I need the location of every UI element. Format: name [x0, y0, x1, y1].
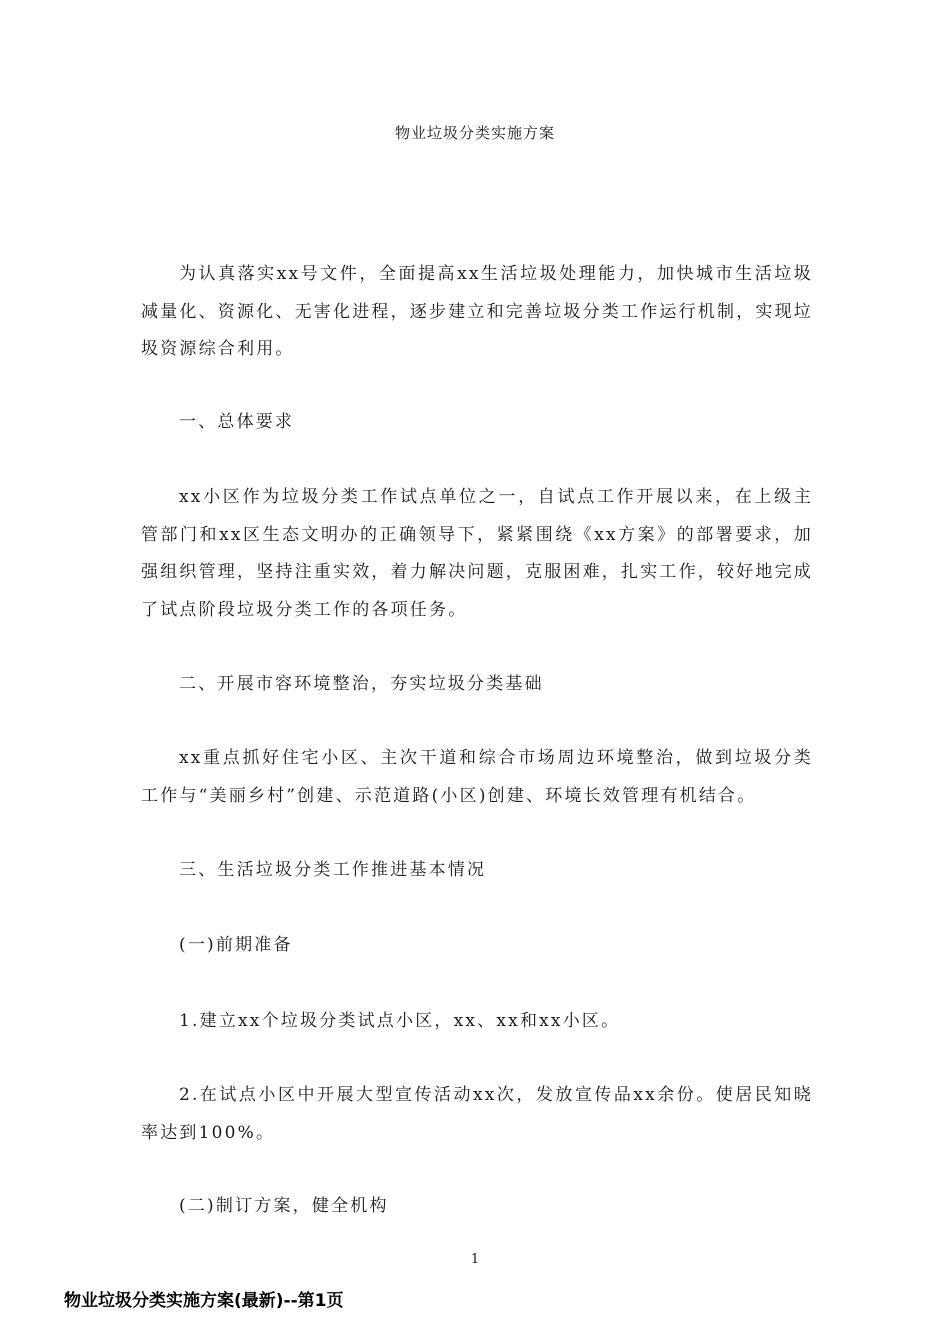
- document-title: 物业垃圾分类实施方案: [394, 124, 555, 142]
- section-2-heading: 二、开展市容环境整治，夯实垃圾分类基础: [179, 674, 544, 694]
- list-item-1: 1.建立xx个垃圾分类试点小区，xx、xx和xx小区。: [179, 1011, 621, 1031]
- intro-paragraph: 为认真落实xx号文件，全面提高xx生活垃圾处理能力，加快城市生活垃圾减量化、资源化、无害化进程，逐步建立和完善垃圾分类工作运行机制，实现垃圾资源综合利用。: [141, 264, 813, 359]
- list-item-2: 2.在试点小区中开展大型宣传活动xx次，发放宣传品xx余份。使居民知晓率达到100%。: [141, 1085, 813, 1143]
- section-2-paragraph: xx重点抓好住宅小区、主次干道和综合市场周边环境整治，做到垃圾分类工作与“美丽乡村”创建、示范道路(小区)创建、环境长效管理有机结合。: [141, 748, 813, 806]
- section-3-heading: 三、生活垃圾分类工作推进基本情况: [179, 860, 487, 880]
- subsection-1-heading: (一)前期准备: [179, 935, 293, 955]
- page-number: 1: [470, 1252, 480, 1267]
- subsection-2-heading: (二)制订方案，健全机构: [179, 1196, 389, 1216]
- section-1-paragraph: xx小区作为垃圾分类工作试点单位之一，自试点工作开展以来，在上级主管部门和xx区生态文明办的正确领导下，紧紧围绕《xx方案》的部署要求，加强组织管理，坚持注重实效，着力解决问题，克服困难，扎实工作，较好地完成了试点阶段垃圾分类工作的各项任务。: [141, 487, 813, 620]
- footer-caption: 物业垃圾分类实施方案(最新)--第1页: [64, 1291, 344, 1311]
- section-1-heading: 一、总体要求: [179, 412, 295, 432]
